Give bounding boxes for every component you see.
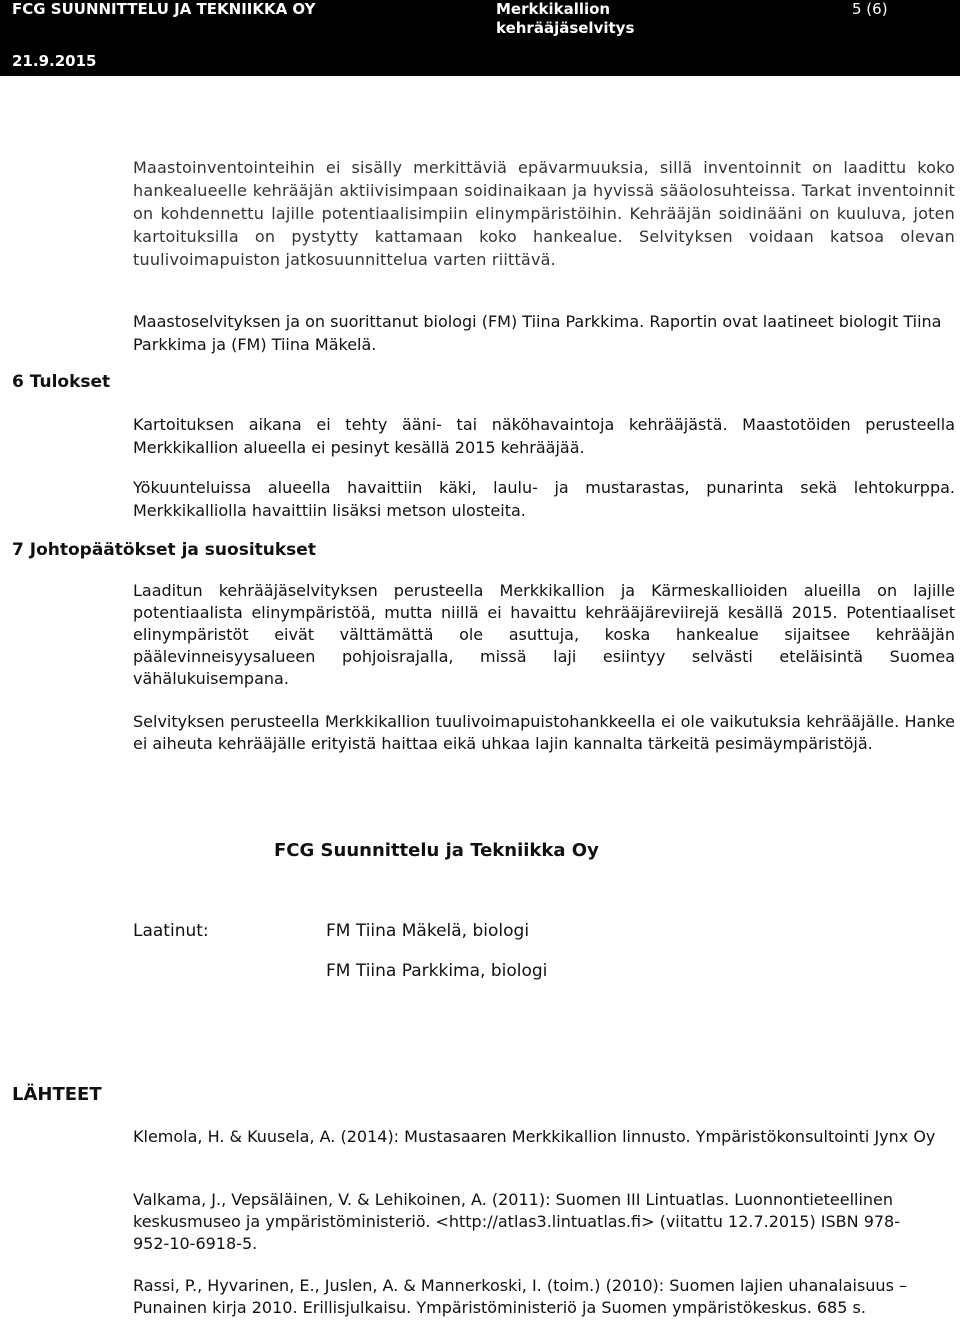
header-date: 21.9.2015 xyxy=(12,52,97,70)
reference-3: Rassi, P., Hyvarinen, E., Juslen, A. & Mannerkoski, I. (toim.) (2010): Suomen lajien uhanalaisuus – Punainen kirja 2010. Erillisjulkaisu. Ympäristöministeriö ja Suomen ympäristökeskus. 685 s. xyxy=(133,1276,907,1317)
section-6-heading: 6 Tulokset xyxy=(12,372,111,392)
signature-company: FCG Suunnittelu ja Tekniikka Oy xyxy=(274,840,599,861)
section-6-paragraph-2: Yökuunteluissa alueella havaittiin käki, laulu- ja mustarastas, punarinta sekä lehtokurppa. Merkkikalliolla havaittiin lisäksi metson ulosteita. xyxy=(133,478,955,520)
header-company: FCG SUUNNITTELU JA TEKNIIKKA OY xyxy=(12,0,316,18)
intro-paragraph-1: Maastoinventointeihin ei sisälly merkittäviä epävarmuuksia, sillä inventoinnit on laadittu koko hankealueelle kehrääjän aktiivisimpaan soidinaikaan ja hyvissä sääolosuhteissa. Tarkat inventoinnit on kohdennettu lajille potentiaalisimpiin elinympäristöihin. Kehrääjän soidinääni on kuuluva, joten kartoituksilla on pystytty kattamaan koko hankealue. Selvityksen voidaan katsoa olevan tuulivoimapuiston jatkosuunnittelua varten riittävä. xyxy=(133,158,955,269)
header-page-number: 5 (6) xyxy=(852,0,888,18)
section-7-heading: 7 Johtopäätökset ja suositukset xyxy=(12,540,316,560)
intro-paragraph-2: Maastoselvityksen ja on suorittanut biologi (FM) Tiina Parkkima. Raportin ovat laatineet biologit Tiina Parkkima ja (FM) Tiina Mäkelä. xyxy=(133,312,942,354)
header-doc-title: Merkkikallion kehrääjäselvitys xyxy=(496,0,635,37)
page-header xyxy=(0,0,960,76)
reference-2: Valkama, J., Vepsäläinen, V. & Lehikoinen, A. (2011): Suomen III Lintuatlas. Luonnontieteellinen keskusmuseo ja ympäristöministeriö. <http://atlas3.lintuatlas.fi> (viitattu 12.7.2015) ISBN 978-952-10-6918-5. xyxy=(133,1190,900,1253)
signature-author-2: FM Tiina Parkkima, biologi xyxy=(326,961,548,981)
signature-label: Laatinut: xyxy=(133,921,209,941)
references-heading: LÄHTEET xyxy=(12,1084,102,1105)
signature-author-1: FM Tiina Mäkelä, biologi xyxy=(326,921,530,941)
section-7-paragraph-2: Selvityksen perusteella Merkkikallion tuulivoimapuistohankkeella ei ole vaikutuksia kehrääjälle. Hanke ei aiheuta kehrääjälle erityistä haittaa eikä uhkaa lajin kannalta tärkeitä pesimäympäristöjä. xyxy=(133,712,955,753)
section-7-paragraph-1: Laaditun kehrääjäselvityksen perusteella Merkkikallion ja Kärmeskallioiden alueilla on lajille potentiaalista elinympäristöä, mutta niillä ei havaittu kehrääjäreviirejä kesällä 2015. Potentiaaliset elinympäristöt eivät välttämättä ole asuttuja, koska hankealue sijaitsee kehrääjän päälevinneisyysalueen pohjoisrajalla, missä laji esiintyy selvästi eteläisintä Suomea vähälukuisempana. xyxy=(133,581,955,688)
section-6-paragraph-1: Kartoituksen aikana ei tehty ääni- tai näköhavaintoja kehrääjästä. Maastotöiden perusteella Merkkikallion alueella ei pesinyt kesällä 2015 kehrääjää. xyxy=(133,415,955,457)
reference-1: Klemola, H. & Kuusela, A. (2014): Mustasaaren Merkkikallion linnusto. Ympäristökonsultointi Jynx Oy xyxy=(133,1127,936,1146)
